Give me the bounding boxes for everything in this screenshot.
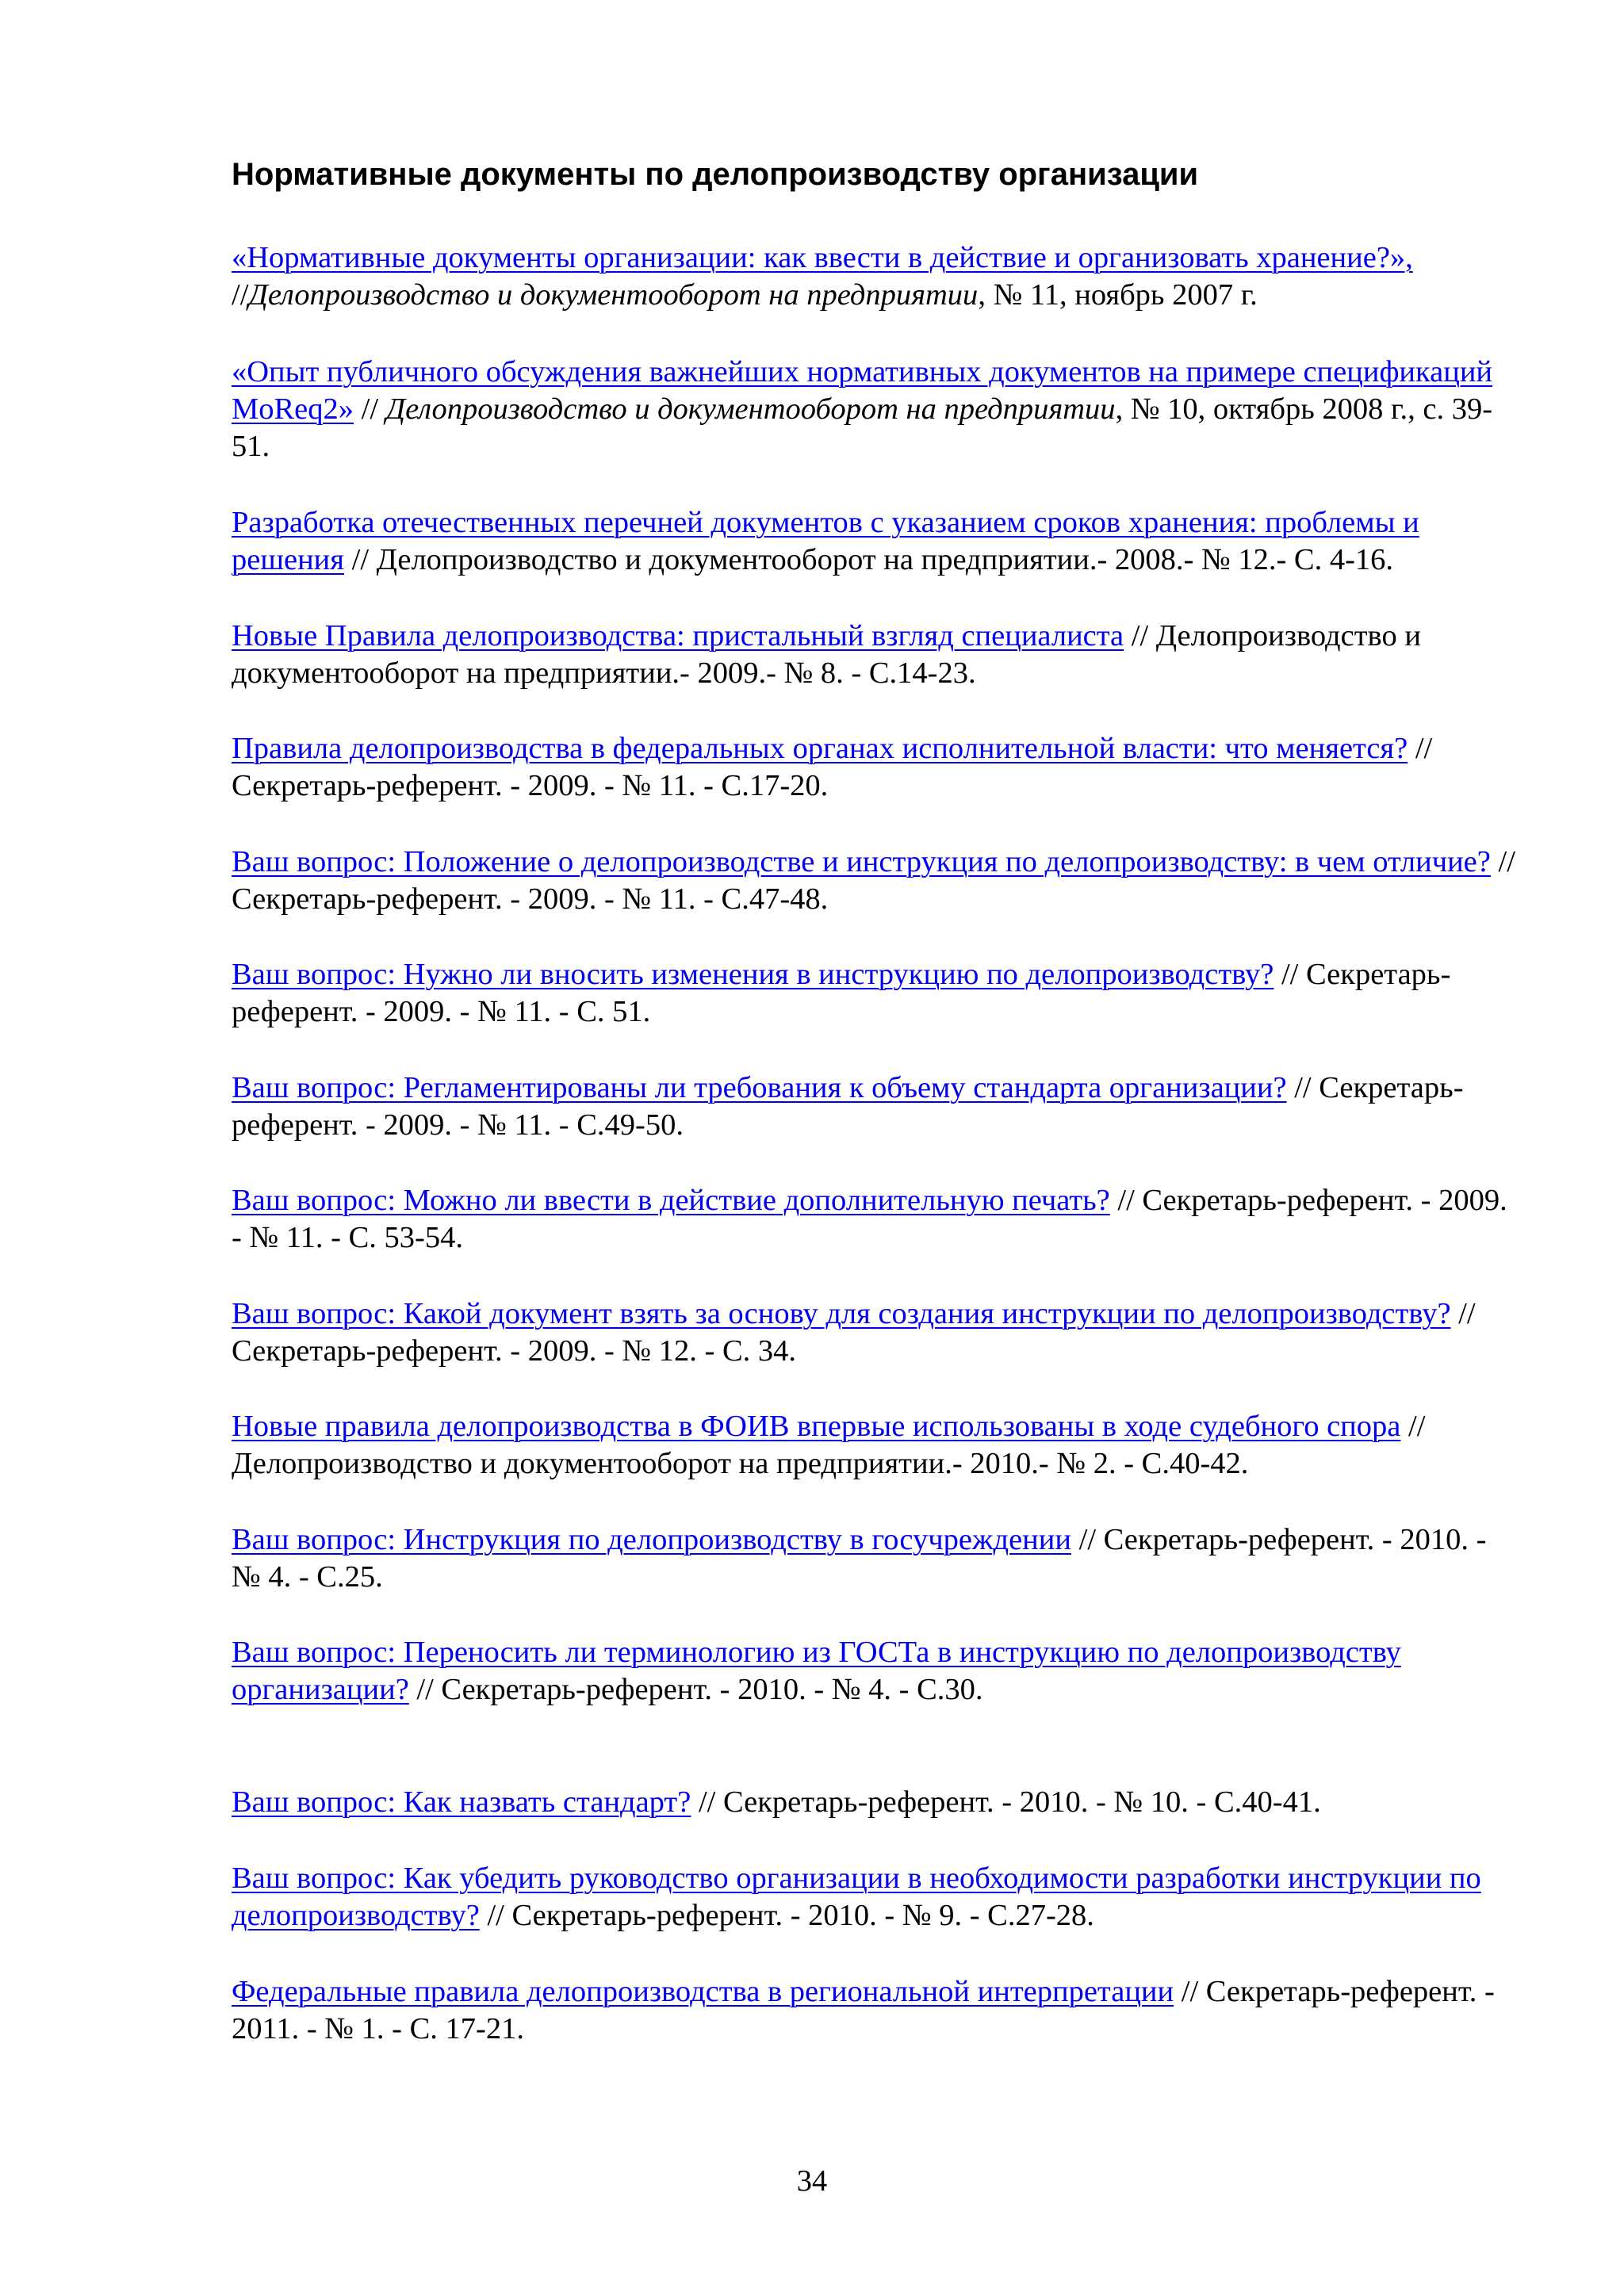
separator: // (354, 392, 386, 426)
citation-details: // Делопроизводство и документооборот на предприятии.- 2009.- № 8. - С.14-23. (232, 619, 1421, 690)
article-link[interactable]: «Опыт публичного обсуждения важнейших нормативных документов на примере спецификаций MoReq2» (232, 355, 1493, 426)
bibliography-entry (232, 1634, 1516, 1709)
citation-details: , № 11, ноябрь 2007 г. (978, 278, 1258, 312)
citation-details: // Секретарь-референт. - 2010. - № 10. - С.40-41. (691, 1785, 1321, 1819)
article-link[interactable]: «Нормативные документы организации: как ввести в действие и организовать хранение?», (232, 241, 1413, 274)
citation-details: // Секретарь-референт. - 2009. - № 11. - С.17-20. (232, 732, 1433, 802)
citation-details: // Секретарь-референт. - 2010. - № 9. - С.27-28. (479, 1899, 1094, 1932)
page-number: 34 (796, 2164, 828, 2198)
citation-details: // Делопроизводство и документооборот на предприятии.- 2010.- № 2. - С.40-42. (232, 1410, 1426, 1480)
article-link[interactable]: Ваш вопрос: Переносить ли терминологию из ГОСТа в инструкцию по делопроизводству организации? (232, 1636, 1401, 1706)
article-link[interactable]: Ваш вопрос: Инструкция по делопроизводству в госучреждении (232, 1523, 1071, 1556)
citation-details: // Секретарь-референт. - 2009. - № 11. - С. 51. (232, 958, 1451, 1028)
bibliography-entry (232, 730, 1516, 805)
article-link[interactable]: Ваш вопрос: Можно ли ввести в действие дополнительную печать? (232, 1184, 1110, 1217)
article-link[interactable]: Новые Правила делопроизводства: пристальный взгляд специалиста (232, 619, 1124, 652)
bibliography-entry (232, 1408, 1516, 1483)
bibliography-entry (232, 1295, 1516, 1370)
article-link[interactable]: Ваш вопрос: Регламентированы ли требования к объему стандарта организации? (232, 1071, 1287, 1104)
citation-details: // Секретарь-референт. - 2010. - № 4. - С.30. (408, 1673, 983, 1706)
article-link[interactable]: Ваш вопрос: Как назвать стандарт? (232, 1785, 691, 1819)
bibliography-entry (232, 618, 1516, 692)
article-link[interactable]: Ваш вопрос: Нужно ли вносить изменения в инструкцию по делопроизводству? (232, 958, 1274, 991)
citation-details: // Секретарь-референт. - 2010. - № 4. - С.25. (232, 1523, 1487, 1594)
citation-details: // Делопроизводство и документооборот на предприятии.- 2008.- № 12.- С. 4-16. (344, 543, 1394, 576)
article-link[interactable]: Ваш вопрос: Положение о делопроизводстве и инструкция по делопроизводству: в чем отличие? (232, 845, 1491, 878)
citation-details: // Секретарь-референт. - 2009. - № 11. - С.49-50. (232, 1071, 1464, 1142)
article-link[interactable]: Ваш вопрос: Какой документ взять за основу для создания инструкции по делопроизводству? (232, 1297, 1451, 1330)
article-link[interactable]: Новые правила делопроизводства в ФОИВ впервые использованы в ходе судебного спора (232, 1410, 1401, 1443)
source-title: Делопроизводство и документооборот на предприятии (248, 278, 979, 312)
citation-details: , № 10, октябрь 2008 г., с. 39-51. (232, 392, 1493, 463)
article-link[interactable]: Федеральные правила делопроизводства в региональной интерпретации (232, 1975, 1174, 2008)
separator: // (232, 278, 249, 312)
citation-details: // Секретарь-референт. - 2009. - № 11. - С.47-48. (232, 845, 1515, 916)
bibliography-entry (232, 504, 1516, 579)
article-link[interactable]: Ваш вопрос: Как убедить руководство организации в необходимости разработки инструкции по делопроизводству? (232, 1862, 1481, 1932)
bibliography-entry (232, 1182, 1516, 1257)
bibliography-entry (232, 1973, 1516, 2048)
article-link[interactable]: Разработка отечественных перечней документов с указанием сроков хранения: проблемы и решения (232, 506, 1419, 576)
bibliography-entry (232, 1521, 1516, 1596)
bibliography-entry (232, 354, 1516, 465)
bibliography-entry (232, 1784, 1516, 1821)
bibliography-entry (232, 956, 1516, 1031)
bibliography-entry (232, 1070, 1516, 1144)
source-title: Делопроизводство и документооборот на предприятии (385, 392, 1116, 426)
bibliography-entry (232, 844, 1516, 918)
bibliography-entry (232, 239, 1516, 314)
article-link[interactable]: Правила делопроизводства в федеральных органах исполнительной власти: что меняется? (232, 732, 1408, 765)
citation-details: // Секретарь-референт. - 2009. - № 12. - С. 34. (232, 1297, 1476, 1368)
page-title: Нормативные документы по делопроизводству организации (232, 157, 1199, 192)
citation-details: // Секретарь-референт. - 2009. - № 11. - С. 53-54. (232, 1184, 1507, 1254)
citation-details: // Секретарь-референт. - 2011. - № 1. - С. 17-21. (232, 1975, 1495, 2045)
bibliography-entry (232, 1860, 1516, 1934)
